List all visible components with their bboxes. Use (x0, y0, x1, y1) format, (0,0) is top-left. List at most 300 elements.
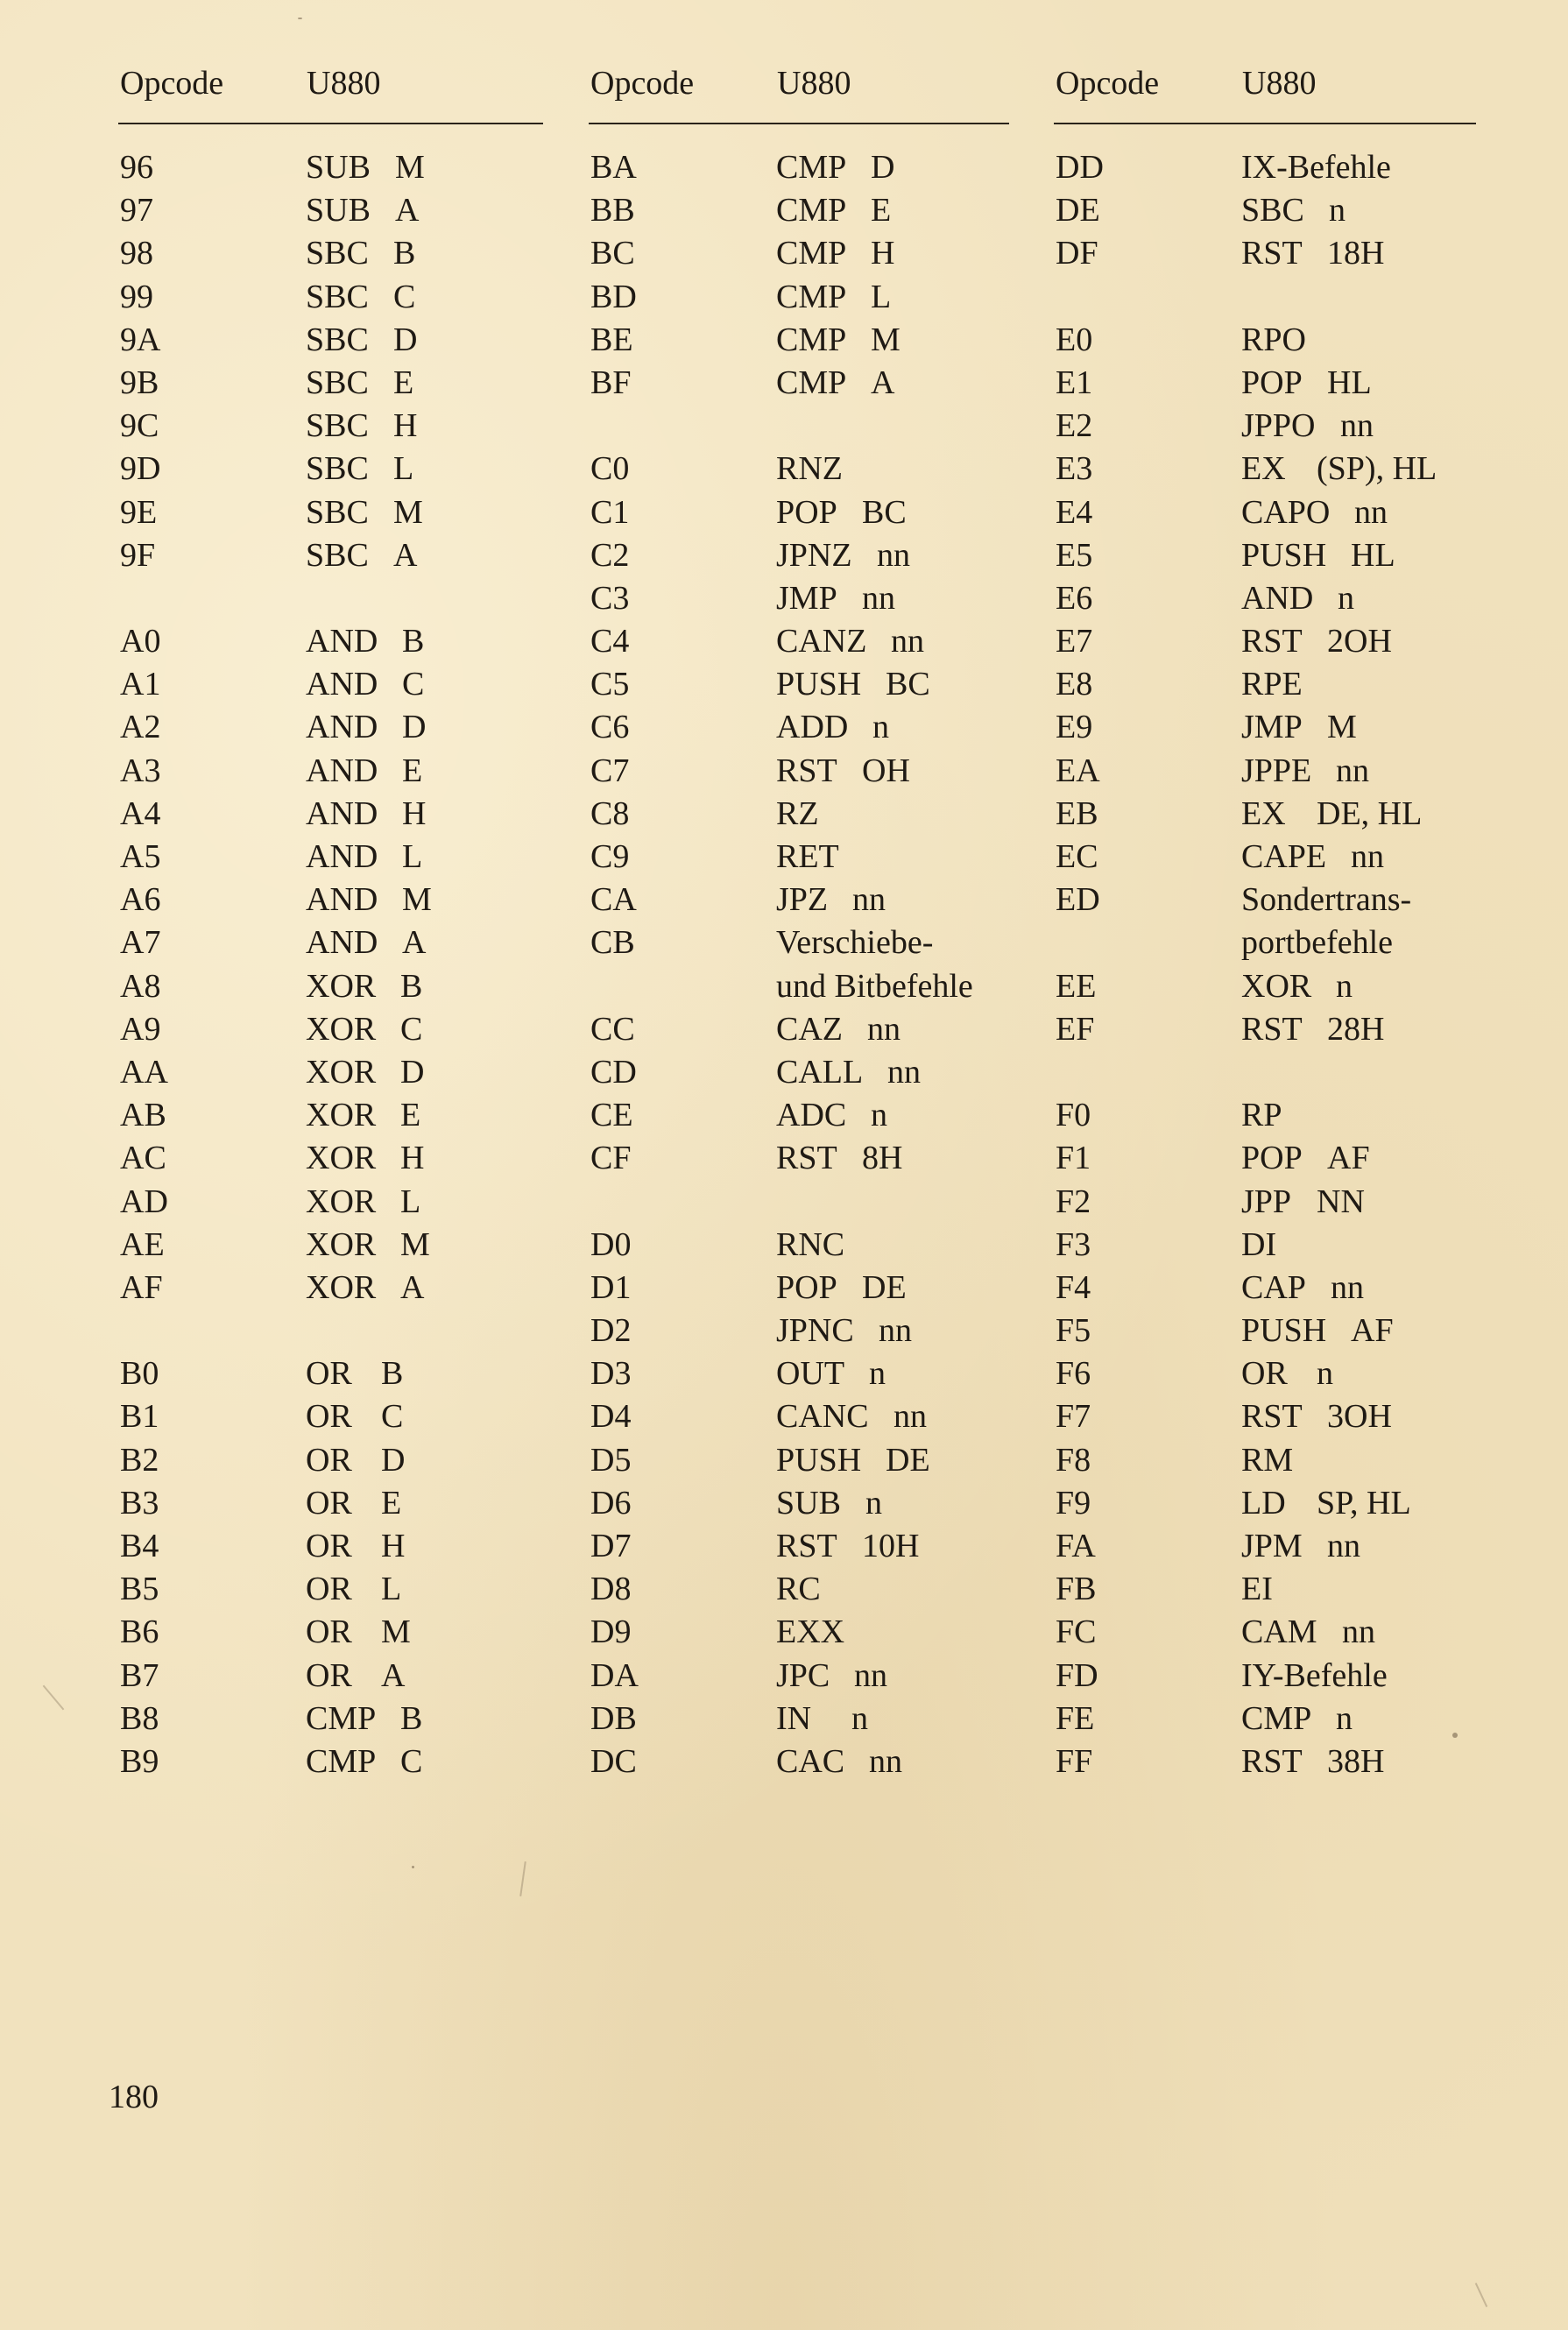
operand-cell: C (393, 278, 416, 315)
table-row (1054, 836, 1476, 879)
operand-cell: L (381, 1571, 402, 1608)
table-row (589, 921, 1009, 964)
mnemonic-cell: JPZ (776, 881, 829, 919)
operand-cell: nn (1351, 838, 1384, 875)
table-row (589, 1310, 1009, 1352)
mnemonic-cell: CAPO (1241, 493, 1331, 531)
mnemonic-cell: SBC (306, 536, 369, 574)
table-row (118, 405, 543, 448)
operand-cell: nn (891, 623, 924, 660)
opcode-cell: BC (590, 235, 635, 272)
table-row (118, 448, 543, 491)
mnemonic-cell: POP (1241, 364, 1303, 401)
mnemonic-cell: RST (1241, 235, 1303, 272)
mnemonic-cell: RNC (776, 1225, 845, 1263)
mnemonic-cell: PUSH (1241, 536, 1327, 574)
table-row (1054, 577, 1476, 620)
header-opcode: Opcode (1056, 65, 1160, 102)
mnemonic-cell: JPPE (1241, 752, 1312, 789)
operand-cell: nn (852, 881, 886, 919)
operand-cell: H (871, 235, 895, 272)
mnemonic-cell: RST (1241, 1742, 1303, 1780)
mnemonic-cell: XOR (306, 967, 377, 1005)
opcode-cell: BA (590, 149, 637, 186)
table-row (1054, 1655, 1476, 1698)
mnemonic-cell: RST (1241, 1010, 1303, 1048)
opcode-cell: BE (590, 321, 633, 358)
table-row (589, 836, 1009, 879)
mnemonic-cell: RST (1241, 1398, 1303, 1436)
table-row (118, 146, 543, 189)
mnemonic-cell: RC (776, 1571, 821, 1608)
mnemonic-cell: IY-Befehle (1241, 1656, 1388, 1694)
header-u880: U880 (777, 65, 851, 102)
table-row (118, 1698, 543, 1740)
mnemonic-cell: und Bitbefehle (776, 967, 973, 1005)
mnemonic-cell: XOR (306, 1183, 377, 1220)
table-row (589, 706, 1009, 749)
mnemonic-cell: OR (306, 1571, 352, 1608)
opcode-cell: FD (1056, 1656, 1098, 1694)
operand-cell: D (871, 149, 895, 186)
table-row (118, 577, 543, 620)
opcode-cell: F7 (1056, 1398, 1091, 1436)
opcode-cell: EE (1056, 967, 1097, 1005)
mnemonic-cell: RPO (1241, 321, 1306, 358)
opcode-cell: EC (1056, 838, 1098, 875)
table-row (589, 362, 1009, 405)
operand-cell: H (402, 794, 427, 832)
operand-cell: nn (1354, 493, 1388, 531)
table-row (118, 1008, 543, 1051)
opcode-cell: C6 (590, 709, 630, 746)
operand-cell: A (395, 192, 420, 229)
table-row (1054, 232, 1476, 275)
table-row (589, 1181, 1009, 1224)
table-row (118, 1267, 543, 1310)
operand-cell: 3OH (1327, 1398, 1392, 1436)
operand-cell: M (393, 493, 423, 531)
operand-cell: 18H (1327, 235, 1385, 272)
opcode-cell: E9 (1056, 709, 1093, 746)
operand-cell: D (402, 709, 427, 746)
table-row (1054, 1482, 1476, 1525)
opcode-cell: ED (1056, 881, 1100, 919)
table-row (589, 1698, 1009, 1740)
opcode-cell: C0 (590, 450, 630, 488)
operand-cell: D (400, 1053, 425, 1091)
operand-cell: M (395, 149, 425, 186)
mnemonic-cell: OR (306, 1484, 352, 1522)
table-row (589, 1137, 1009, 1180)
operand-cell: n (865, 1484, 882, 1522)
mnemonic-cell: XOR (306, 1010, 377, 1048)
mnemonic-cell: EX (1241, 794, 1286, 832)
table-row (1054, 1698, 1476, 1740)
mnemonic-cell: RST (776, 1528, 837, 1564)
opcode-cell: 9B (120, 364, 159, 401)
mnemonic-cell: SBC (306, 407, 369, 445)
table-row (118, 362, 543, 405)
table-row (1054, 921, 1476, 964)
table-row (589, 1568, 1009, 1611)
operand-cell: A (381, 1656, 406, 1694)
table-row (1054, 706, 1476, 749)
table-row (118, 1310, 543, 1352)
mnemonic-cell: AND (306, 838, 378, 875)
operand-cell: 38H (1327, 1742, 1385, 1780)
operand-cell: n (869, 1355, 886, 1393)
table-row (118, 1181, 543, 1224)
opcode-cell: BB (590, 192, 635, 229)
operand-cell: C (400, 1742, 423, 1780)
opcode-cell: B9 (120, 1742, 159, 1780)
opcode-cell: D8 (590, 1571, 632, 1608)
table-row (118, 1568, 543, 1611)
opcode-cell: D4 (590, 1398, 632, 1436)
opcode-cell: 97 (120, 192, 153, 229)
opcode-cell: 9D (120, 450, 161, 488)
table-row (589, 319, 1009, 362)
mnemonic-cell: XOR (306, 1268, 377, 1306)
table-row (1054, 146, 1476, 189)
table-row (1054, 620, 1476, 663)
table-row (1054, 1740, 1476, 1783)
operand-cell: n (1329, 192, 1346, 229)
operand-cell: B (393, 235, 416, 272)
opcode-cell: 9A (120, 321, 161, 358)
table-row (589, 1482, 1009, 1525)
operand-cell: n (871, 1097, 887, 1134)
operand-cell: DE, HL (1317, 794, 1423, 832)
table-row (118, 1051, 543, 1094)
table-row (589, 1655, 1009, 1698)
operand-cell: AF (1351, 1312, 1394, 1350)
mnemonic-cell: ADD (776, 709, 849, 746)
opcode-cell: BD (590, 278, 637, 315)
table-row (118, 1395, 543, 1438)
opcode-cell: DB (590, 1699, 637, 1737)
operand-cell: H (400, 1140, 425, 1177)
table-row (1054, 534, 1476, 577)
mnemonic-cell: JPNZ (776, 536, 852, 574)
operand-cell: E (402, 752, 423, 789)
opcode-cell: AD (120, 1183, 168, 1220)
table-row (1054, 362, 1476, 405)
table-row (1054, 1525, 1476, 1568)
mnemonic-cell: SUB (776, 1484, 841, 1522)
mnemonic-cell: Sondertrans- (1241, 881, 1412, 919)
mnemonic-cell: OR (306, 1528, 352, 1564)
operand-cell: M (381, 1613, 411, 1651)
table-row (589, 1352, 1009, 1395)
mnemonic-cell: JPPO (1241, 407, 1316, 445)
opcode-cell: E6 (1056, 579, 1093, 617)
table-row (589, 793, 1009, 836)
mnemonic-cell: AND (306, 881, 378, 919)
mnemonic-cell: RST (776, 1140, 837, 1177)
mnemonic-cell: RPE (1241, 666, 1303, 703)
opcode-cell: D1 (590, 1268, 632, 1306)
opcode-cell: B6 (120, 1613, 159, 1651)
column-header (118, 53, 543, 124)
mnemonic-cell: RM (1241, 1441, 1294, 1479)
mnemonic-cell: OUT (776, 1355, 845, 1393)
table-row (1054, 1224, 1476, 1267)
table-row (1054, 1267, 1476, 1310)
table-row (118, 1482, 543, 1525)
mnemonic-cell: JPNC (776, 1312, 854, 1350)
operand-cell: A (402, 924, 427, 962)
opcode-cell: FA (1056, 1528, 1096, 1564)
table-row (1054, 276, 1476, 319)
operand-cell: nn (1336, 752, 1369, 789)
opcode-rows (1054, 146, 1476, 1783)
operand-cell: BC (862, 493, 907, 531)
table-row (589, 491, 1009, 534)
opcode-cell: CD (590, 1053, 637, 1091)
opcode-column-3 (1054, 53, 1476, 1780)
opcode-cell: F2 (1056, 1183, 1091, 1220)
table-row (118, 836, 543, 879)
opcode-cell: E8 (1056, 666, 1093, 703)
opcode-cell: AB (120, 1097, 166, 1134)
mnemonic-cell: AND (306, 623, 378, 660)
mnemonic-cell: SBC (306, 364, 369, 401)
mnemonic-cell: RNZ (776, 450, 843, 488)
opcode-cell: A2 (120, 709, 161, 746)
mnemonic-cell: JMP (1241, 709, 1303, 746)
operand-cell: n (851, 1699, 868, 1737)
mnemonic-cell: SUB (306, 149, 371, 186)
table-row (589, 750, 1009, 793)
mnemonic-cell: CANC (776, 1398, 869, 1436)
mnemonic-cell: CMP (776, 321, 847, 358)
table-row (589, 1395, 1009, 1438)
table-row (589, 965, 1009, 1008)
opcode-cell: A0 (120, 623, 161, 660)
operand-cell: B (400, 967, 423, 1005)
mnemonic-cell: XOR (306, 1097, 377, 1134)
operand-cell: nn (1342, 1613, 1375, 1651)
opcode-cell: A6 (120, 881, 161, 919)
table-row (589, 620, 1009, 663)
opcode-cell: A4 (120, 794, 161, 832)
operand-cell: M (871, 321, 901, 358)
mnemonic-cell: OR (306, 1613, 352, 1651)
table-row (118, 1611, 543, 1654)
opcode-cell: B0 (120, 1355, 159, 1393)
mnemonic-cell: OR (306, 1441, 352, 1479)
operand-cell: AF (1327, 1140, 1370, 1177)
mnemonic-cell: XOR (306, 1140, 377, 1177)
header-opcode: Opcode (120, 65, 224, 102)
table-row (118, 232, 543, 275)
mnemonic-cell: PUSH (776, 1441, 862, 1479)
opcode-cell: D0 (590, 1225, 632, 1263)
table-row (589, 276, 1009, 319)
table-row (1054, 448, 1476, 491)
opcode-cell: C9 (590, 838, 630, 875)
operand-cell: L (402, 838, 423, 875)
mnemonic-cell: CMP (1241, 1699, 1312, 1737)
table-row (118, 663, 543, 706)
column-header (1054, 53, 1476, 124)
table-row (118, 793, 543, 836)
operand-cell: E (400, 1097, 421, 1134)
paper-scratch (519, 1861, 526, 1896)
mnemonic-cell: CALL (776, 1053, 864, 1091)
opcode-cell: 9F (120, 536, 156, 574)
table-row (1054, 1181, 1476, 1224)
operand-cell: H (381, 1528, 406, 1564)
operand-cell: n (1317, 1355, 1333, 1393)
table-row (118, 534, 543, 577)
opcode-cell: E2 (1056, 407, 1093, 445)
opcode-cell: D9 (590, 1613, 632, 1651)
opcode-cell: B1 (120, 1398, 159, 1436)
table-row (589, 448, 1009, 491)
opcode-cell: C4 (590, 623, 630, 660)
mnemonic-cell: EXX (776, 1613, 845, 1651)
operand-cell: nn (1327, 1528, 1360, 1564)
mnemonic-cell: OR (306, 1656, 352, 1694)
table-row (1054, 1439, 1476, 1482)
table-row (589, 1051, 1009, 1094)
opcode-cell: 9E (120, 493, 158, 531)
table-row (118, 921, 543, 964)
mnemonic-cell: CAPE (1241, 838, 1327, 875)
operand-cell: HL (1327, 364, 1372, 401)
paper-scratch (1475, 2283, 1487, 2307)
opcode-cell: F1 (1056, 1140, 1091, 1177)
operand-cell: BC (886, 666, 930, 703)
table-row (1054, 750, 1476, 793)
operand-cell: nn (877, 536, 910, 574)
mnemonic-cell: AND (306, 924, 378, 962)
table-row (118, 491, 543, 534)
opcode-cell: 96 (120, 149, 153, 186)
mnemonic-cell: OR (306, 1355, 352, 1393)
operand-cell: 8H (862, 1140, 903, 1177)
opcode-cell: BF (590, 364, 632, 401)
table-row (589, 1525, 1009, 1568)
operand-cell: OH (862, 752, 910, 789)
opcode-cell: EF (1056, 1010, 1095, 1048)
opcode-cell: C1 (590, 493, 630, 531)
opcode-cell: A5 (120, 838, 161, 875)
column-header (589, 53, 1009, 124)
mnemonic-cell: XOR (306, 1225, 377, 1263)
mnemonic-cell: POP (1241, 1140, 1303, 1177)
table-row (1054, 1395, 1476, 1438)
table-row (118, 1224, 543, 1267)
table-row (589, 1224, 1009, 1267)
mnemonic-cell: CAC (776, 1742, 845, 1780)
paper-scratch (43, 1685, 65, 1711)
opcode-cell: E7 (1056, 623, 1093, 660)
opcode-cell: FC (1056, 1613, 1097, 1651)
mnemonic-cell: OR (1241, 1355, 1288, 1393)
mnemonic-cell: AND (1241, 579, 1314, 617)
paper-speck (412, 1866, 414, 1868)
table-row (118, 319, 543, 362)
opcode-cell: 99 (120, 278, 153, 315)
table-row (118, 1352, 543, 1395)
operand-cell: C (381, 1398, 404, 1436)
opcode-cell: A9 (120, 1010, 161, 1048)
operand-cell: n (1336, 1699, 1353, 1737)
operand-cell: L (393, 450, 414, 488)
operand-cell: nn (893, 1398, 927, 1436)
header-opcode: Opcode (590, 65, 695, 102)
opcode-cell: F6 (1056, 1355, 1091, 1393)
table-row (1054, 879, 1476, 921)
table-row (589, 1740, 1009, 1783)
table-row (118, 1525, 543, 1568)
operand-cell: H (393, 407, 418, 445)
mnemonic-cell: AND (306, 794, 378, 832)
mnemonic-cell: XOR (1241, 967, 1312, 1005)
opcode-cell: DF (1056, 235, 1098, 272)
operand-cell: A (393, 536, 418, 574)
mnemonic-cell: AND (306, 752, 378, 789)
mnemonic-cell: CMP (776, 278, 847, 315)
opcode-cell: DE (1056, 192, 1100, 229)
table-row (118, 1439, 543, 1482)
opcode-cell: B3 (120, 1484, 159, 1522)
opcode-cell: B4 (120, 1528, 159, 1564)
opcode-cell: C8 (590, 794, 630, 832)
opcode-cell: B2 (120, 1441, 159, 1479)
opcode-cell: B8 (120, 1699, 159, 1737)
page-number: 180 (109, 2079, 159, 2115)
opcode-cell: EB (1056, 794, 1098, 832)
operand-cell: nn (869, 1742, 902, 1780)
opcode-cell: CB (590, 924, 635, 962)
mnemonic-cell: CMP (776, 192, 847, 229)
operand-cell: B (381, 1355, 404, 1393)
table-row (589, 1094, 1009, 1137)
paper-speck (298, 18, 302, 19)
mnemonic-cell: IX-Befehle (1241, 149, 1391, 186)
mnemonic-cell: EX (1241, 450, 1286, 488)
table-row (118, 620, 543, 663)
table-row (589, 534, 1009, 577)
table-row (1054, 1352, 1476, 1395)
table-row (1054, 1094, 1476, 1137)
opcode-cell: C7 (590, 752, 630, 789)
mnemonic-cell: CMP (306, 1742, 377, 1780)
mnemonic-cell: SBC (306, 321, 369, 358)
table-row (118, 1137, 543, 1180)
opcode-cell: 9C (120, 407, 159, 445)
mnemonic-cell: XOR (306, 1053, 377, 1091)
mnemonic-cell: CAP (1241, 1268, 1306, 1306)
opcode-cell: F5 (1056, 1312, 1091, 1350)
opcode-cell: EA (1056, 752, 1100, 789)
table-row (1054, 1137, 1476, 1180)
opcode-rows (118, 146, 543, 1783)
opcode-cell: B5 (120, 1571, 159, 1608)
opcode-cell: F4 (1056, 1268, 1091, 1306)
table-row (118, 1655, 543, 1698)
table-row (118, 750, 543, 793)
opcode-cell: AF (120, 1268, 163, 1306)
table-row (1054, 663, 1476, 706)
operand-cell: M (402, 881, 432, 919)
opcode-cell: CC (590, 1010, 635, 1048)
